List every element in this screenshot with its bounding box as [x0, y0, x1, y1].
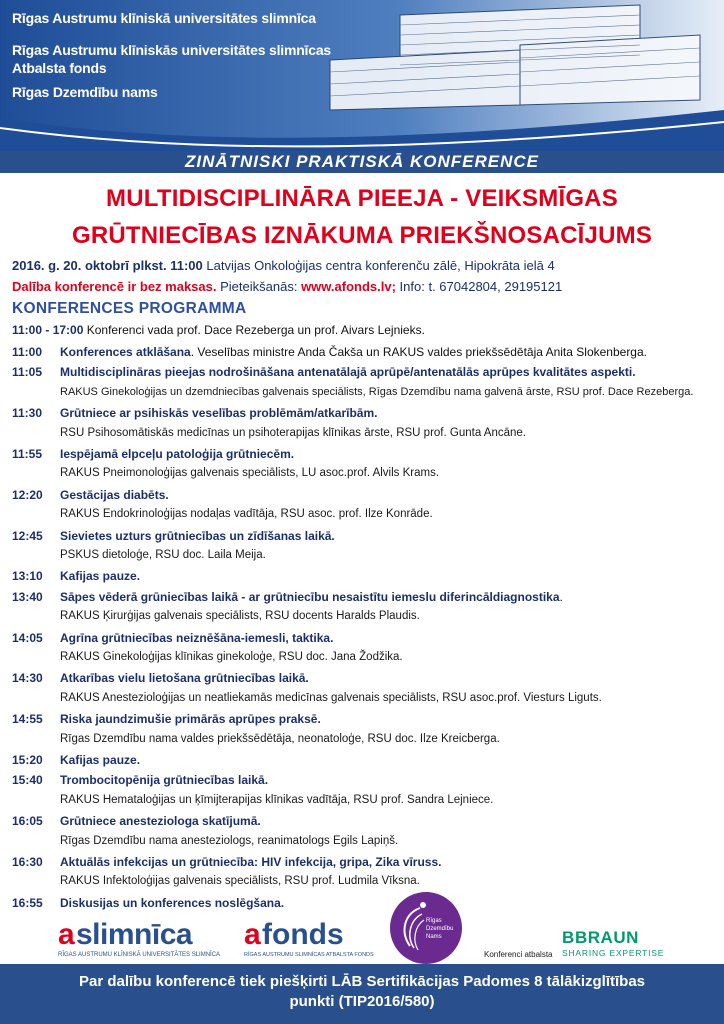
program-item-speaker: RAKUS Anestezioloģijas un neatliekamās medicīnas galvenais speciālists, RSU asoc.prof. Viesturs Liguts.	[60, 691, 602, 704]
conference-title-line2: GRŪTNIECĪBAS IZNĀKUMA PRIEKŠNOSACĪJUMS	[71, 222, 653, 249]
program-item	[12, 488, 169, 502]
date-venue-line	[12, 258, 555, 273]
chair-text: Konferenci vada prof. Dace Rezeberga un prof. Aivars Lejnieks.	[86, 323, 425, 337]
program-item-time: 16:55	[12, 895, 43, 910]
program-item-topic: Atkarības vielu lietošana grūtniecības laikā.	[60, 671, 309, 686]
program-item-time: 11:55	[12, 447, 43, 461]
program-item-topic: Kafijas pauze.	[60, 753, 141, 767]
org-name-foundation-cont: Atbalsta fonds	[12, 60, 107, 76]
program-chair-row	[12, 323, 425, 337]
program-item	[12, 345, 647, 359]
program-item-time: 13:40	[12, 589, 43, 604]
program-item-time: 12:45	[12, 528, 43, 543]
program-item	[12, 712, 321, 726]
dzemdibu-logo-line1: Rīgas	[426, 918, 442, 924]
fonds-logo	[244, 920, 374, 960]
program-item-speaker: RSU Psihosomātiskās medicīnas un psihoterapijas klīnikas ārste, RSU prof. Gunta Ancāne.	[60, 426, 526, 439]
program-item-topic: Konferences atklāšana	[60, 345, 191, 359]
dzemdibu-logo-line3: Nams	[426, 934, 442, 940]
program-item-details: . Veselības ministre Anda Čakša un RAKUS valdes priekšsēdētāja Anita Slokenberga.	[190, 345, 647, 359]
bbraun-logo-word: BRAUN	[575, 928, 639, 947]
program-item-speaker: PSKUS dietoloģe, RSU doc. Laila Meija.	[60, 549, 266, 561]
program-title: KONFERENCES PROGRAMMA	[12, 300, 247, 317]
bbraun-logo-b: B	[562, 928, 575, 947]
slimnica-logo	[58, 920, 228, 960]
program-item-time: 16:05	[12, 814, 43, 829]
program-item-speaker: RAKUS Pneimonoloģijas galvenais speciālists, LU asoc.prof. Alvils Krams.	[60, 467, 440, 480]
program-item-time: 14:05	[12, 630, 43, 645]
program-item-topic: Iespējamā elpceļu patoloģija grūtniecēm.	[60, 447, 295, 461]
program-item-topic: Sievietes uzturs grūtniecības un zīdīšanas laikā.	[60, 528, 335, 543]
program-item	[12, 814, 261, 828]
program-item-time: 14:30	[12, 671, 43, 686]
fonds-logo-sub: RĪGAS AUSTRUMU SLIMNĪCAS ATBALSTA FONDS	[244, 952, 374, 958]
conference-venue: Latvijas Onkoloģijas centra konferenču zālē, Hipokrāta ielā 4	[206, 258, 555, 273]
program-item	[12, 773, 268, 787]
registration-label: Pieteikšanās:	[220, 279, 298, 294]
registration-link[interactable]: www.afonds.lv;	[301, 279, 396, 294]
program-item	[12, 631, 333, 645]
header-banner	[0, 0, 724, 155]
registration-line	[12, 279, 562, 294]
bbraun-logo	[562, 928, 682, 962]
program-item-time: 11:05	[12, 365, 43, 380]
program-item-topic: Diskusijas un konferences noslēgšana.	[60, 895, 285, 910]
fonds-logo-a: a	[244, 918, 261, 951]
footer-line2: punkti (TIP2016/580)	[289, 993, 435, 1010]
program-item-topic: Kafijas pauze.	[60, 569, 141, 584]
program-item-topic: Agrīna grūtniecības neiznēšāna-iemesli, taktika.	[60, 630, 334, 645]
program-item-time: 14:55	[12, 712, 43, 727]
footer-line1: Par dalību konferencē tiek piešķirti LĀB Sertifikācijas Padomes 8 tālākizglītības	[78, 973, 646, 990]
program-item	[12, 406, 377, 420]
program-item	[12, 855, 441, 869]
program-item-time: 13:10	[12, 569, 43, 584]
slimnica-logo-sub: RĪGAS AUSTRUMU KLĪNISKĀ UNIVERSITĀTES SLIMNĪCA	[58, 952, 221, 958]
program-item-topic: Multidisciplināras pieejas nodrošināšana antenatālajā aprūpē/antenatālās aprūpes kvalitātes aspekti.	[60, 365, 636, 380]
program-item-topic: Trombocitopēnija grūtniecības laikā.	[60, 773, 269, 788]
program-item-time: 15:40	[12, 773, 43, 788]
program-item-speaker: RAKUS Endokrinoloģijas nodaļas vadītāja, RSU asoc. prof. Ilze Konrāde.	[60, 508, 433, 521]
chair-time: 11:00 - 17:00	[12, 323, 84, 337]
contact-info: Info: t. 67042804, 29195121	[399, 279, 563, 294]
program-item-speaker: RAKUS Ķirurģijas galvenais speciālists, RSU docents Haralds Plaudis.	[60, 610, 420, 623]
program-item	[12, 753, 140, 767]
program-item	[12, 447, 294, 461]
program-item-topic: Aktuālās infekcijas un grūtniecība: HIV infekcija, gripa, Zika vīruss.	[60, 855, 442, 869]
program-item-time: 16:30	[12, 855, 43, 869]
program-item-topic: Grūtniece anesteziologa skatījumā.	[60, 814, 261, 829]
program-item-details: .	[559, 589, 563, 604]
dzemdibu-nams-logo	[390, 892, 462, 964]
conference-type: ZINĀTNISKI PRAKTISKĀ KONFERENCE	[184, 152, 539, 171]
program-item-speaker: RAKUS Ginekoloģijas klīnikas ginekoloģe, RSU doc. Jana Žodžika.	[60, 651, 403, 663]
fonds-logo-word: fonds	[262, 918, 344, 951]
program-item	[12, 671, 309, 685]
bbraun-logo-tagline: SHARING EXPERTISE	[562, 948, 665, 958]
program-item-speaker: RAKUS Infektoloģijas galvenais speciālists, RSU prof. Ludmila Vīksna.	[60, 875, 420, 888]
dzemdibu-logo-line2: Dzemdību	[426, 926, 454, 932]
conference-date: 2016. g. 20. oktobrī plkst. 11:00	[12, 258, 203, 273]
program-item	[12, 365, 636, 379]
program-item-speaker: RAKUS Hemataloģijas un ķīmijterapijas klīnikas vadītāja, RSU prof. Sandra Lejniece.	[60, 793, 494, 806]
org-name-foundation: Rīgas Austrumu klīniskās universitātes slimnīcas	[12, 42, 332, 58]
program-item-time: 11:30	[12, 406, 43, 421]
program-item-topic: Sāpes vēderā grūniecības laikā - ar grūtniecību nesaistītu iemeslu diferincāldiagnostika	[60, 589, 560, 604]
slimnica-logo-a: a	[58, 918, 75, 951]
org-name-hospital: Rīgas Austrumu klīniskā universitātes slimnīca	[12, 10, 316, 26]
free-participation: Dalība konferencē ir bez maksas.	[12, 279, 217, 294]
program-item-time: 11:00	[12, 345, 43, 359]
slimnica-logo-word: slimnīca	[76, 918, 193, 951]
program-item-speaker: Rīgas Dzemdību nama anesteziologs, reanimatologs Egils Lapiņš.	[60, 834, 399, 847]
footer-text	[0, 972, 724, 1012]
program-item	[12, 590, 563, 604]
support-label: Konferenci atbalsta	[484, 950, 553, 959]
program-item-time: 15:20	[12, 753, 43, 767]
program-item-topic: Grūtniece ar psihiskās veselības problēmām/atkarībām.	[60, 406, 378, 421]
program-item-topic: Riska jaundzimušie primārās aprūpes praksē.	[60, 712, 321, 727]
program-item	[12, 896, 284, 910]
conference-title-line1: MULTIDISCIPLINĀRA PIEEJA - VEIKSMĪGAS	[106, 185, 618, 212]
program-item-speaker: RAKUS Ginekoloģijas un dzemdniecības galvenais speciālists, Rīgas Dzemdību nama galvenā ārste, RSU prof. Dace Rezeberga.	[60, 385, 694, 398]
program-item-speaker: Rīgas Dzemdību nama valdes priekšsēdētāja, neonatoloģe, RSU doc. Ilze Kreicberga.	[60, 732, 500, 745]
program-item	[12, 569, 140, 583]
program-item-topic: Gestācijas diabēts.	[60, 487, 169, 502]
program-item-time: 12:20	[12, 487, 43, 502]
org-name-maternity: Rīgas Dzemdību nams	[12, 84, 158, 100]
program-item	[12, 529, 335, 543]
